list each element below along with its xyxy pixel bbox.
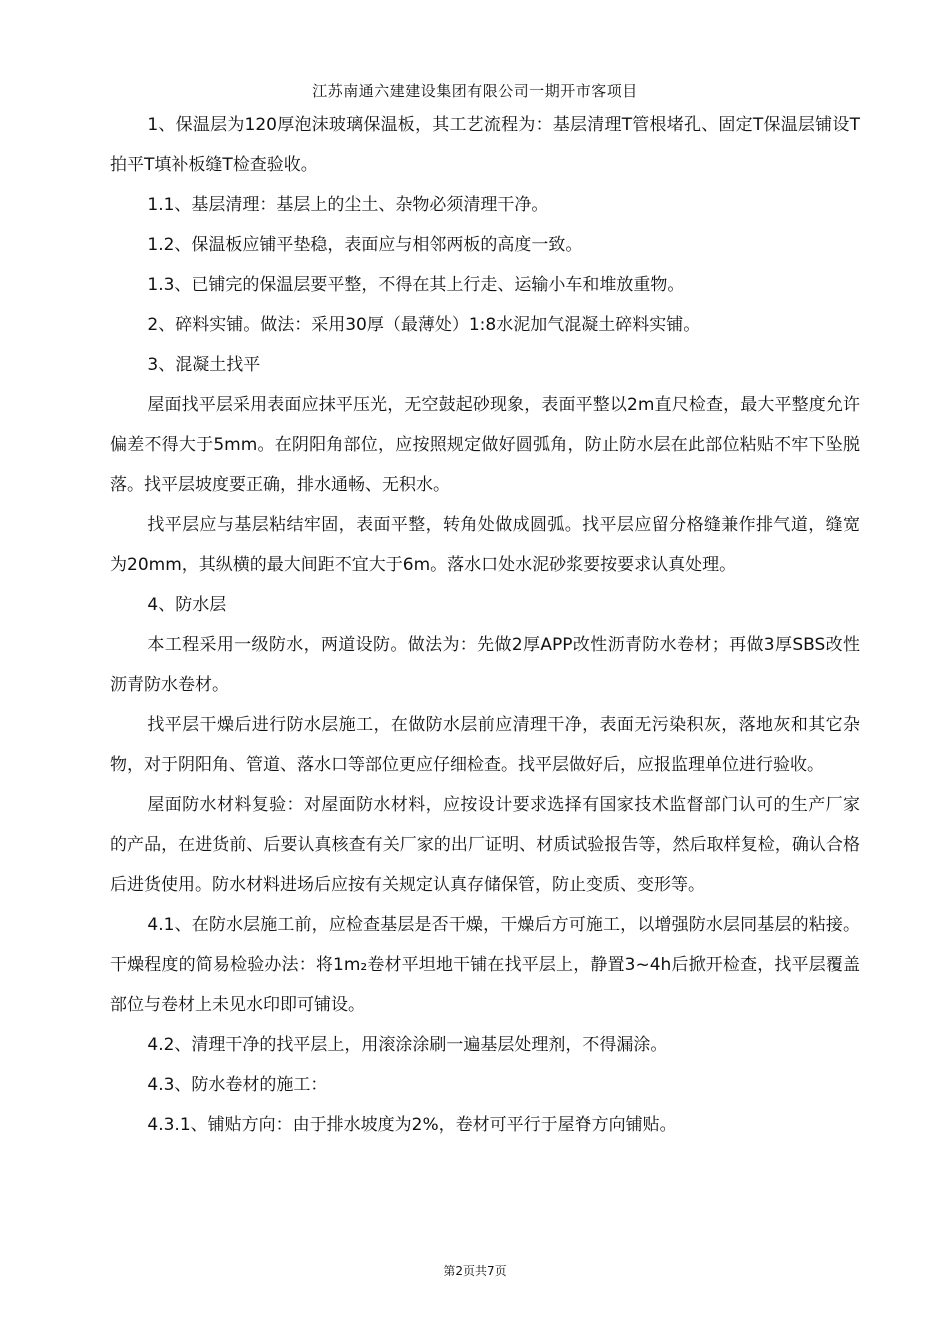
paragraph-waterproof-prep: 找平层干燥后进行防水层施工，在做防水层前应清理干净，表面无污染积灰，落地灰和其它杂物，对于阴阳角、管道、落水口等部位更应仔细检查。找平层做好后，应报监理单位进行验收。 bbox=[110, 715, 860, 775]
paragraph-waterproof-design: 本工程采用一级防水，两道设防。做法为：先做2厚APP改性沥青防水卷材；再做3厚SBS改性沥青防水卷材。 bbox=[110, 635, 860, 695]
paragraph-finished-layer: 1.3、已铺完的保温层要平整，不得在其上行走、运输小车和堆放重物。 bbox=[147, 275, 685, 295]
section-heading-screed: 3、混凝土找平 bbox=[147, 355, 261, 375]
paragraph-membrane-construction: 4.3、防水卷材的施工： bbox=[147, 1075, 328, 1095]
paragraph-screed-requirements: 屋面找平层采用表面应抹平压光，无空鼓起砂现象，表面平整以2m直尺检查，最大平整度允许偏差不得大于5mm。在阴阳角部位，应按照规定做好圆弧角，防止防水层在此部位粘贴不牢下坠脱落。找平层坡度要正确，排水通畅、无积水。 bbox=[110, 395, 860, 495]
paragraph-dryness-check: 4.1、在防水层施工前，应检查基层是否干燥，干燥后方可施工，以增强防水层同基层的粘接。干燥程度的简易检验办法：将1m₂卷材平坦地干铺在找平层上，静置3~4h后掀开检查，找平层覆盖部位与卷材上未见水印即可铺设。 bbox=[110, 915, 860, 1015]
paragraph-primer: 4.2、清理干净的找平层上，用滚涂涂刷一遍基层处理剂，不得漏涂。 bbox=[147, 1035, 668, 1055]
document-body bbox=[110, 105, 860, 1145]
paragraph-base-cleaning: 1.1、基层清理：基层上的尘土、杂物必须清理干净。 bbox=[147, 195, 549, 215]
section-heading-waterproofing: 4、防水层 bbox=[147, 595, 227, 615]
paragraph-insulation-layer: 1、保温层为120厚泡沫玻璃保温板，其工艺流程为：基层清理T管根堵孔、固定T保温层铺设T拍平T填补板缝T检查验收。 bbox=[110, 115, 860, 175]
paragraph-laying-direction: 4.3.1、铺贴方向：由于排水坡度为2%，卷材可平行于屋脊方向铺贴。 bbox=[147, 1115, 677, 1135]
page-header: 江苏南通六建建设集团有限公司一期开市客项目 bbox=[312, 82, 638, 100]
paragraph-board-laying: 1.2、保温板应铺平垫稳，表面应与相邻两板的高度一致。 bbox=[147, 235, 583, 255]
paragraph-material-recheck: 屋面防水材料复验：对屋面防水材料，应按设计要求选择有国家技术监督部门认可的生产厂家的产品，在进货前、后要认真核查有关厂家的出厂证明、材质试验报告等，然后取样复检，确认合格后进货使用。防水材料进场后应按有关规定认真存储保管，防止变质、变形等。 bbox=[110, 795, 860, 895]
paragraph-screed-joints: 找平层应与基层粘结牢固，表面平整，转角处做成圆弧。找平层应留分格缝兼作排气道，缝宽为20mm，其纵横的最大间距不宜大于6m。落水口处水泥砂浆要按要求认真处理。 bbox=[110, 515, 860, 575]
page-number: 第2页共7页 bbox=[443, 1264, 507, 1278]
paragraph-aggregate-fill: 2、碎料实铺。做法：采用30厚（最薄处）1:8水泥加气混凝土碎料实铺。 bbox=[147, 315, 701, 335]
